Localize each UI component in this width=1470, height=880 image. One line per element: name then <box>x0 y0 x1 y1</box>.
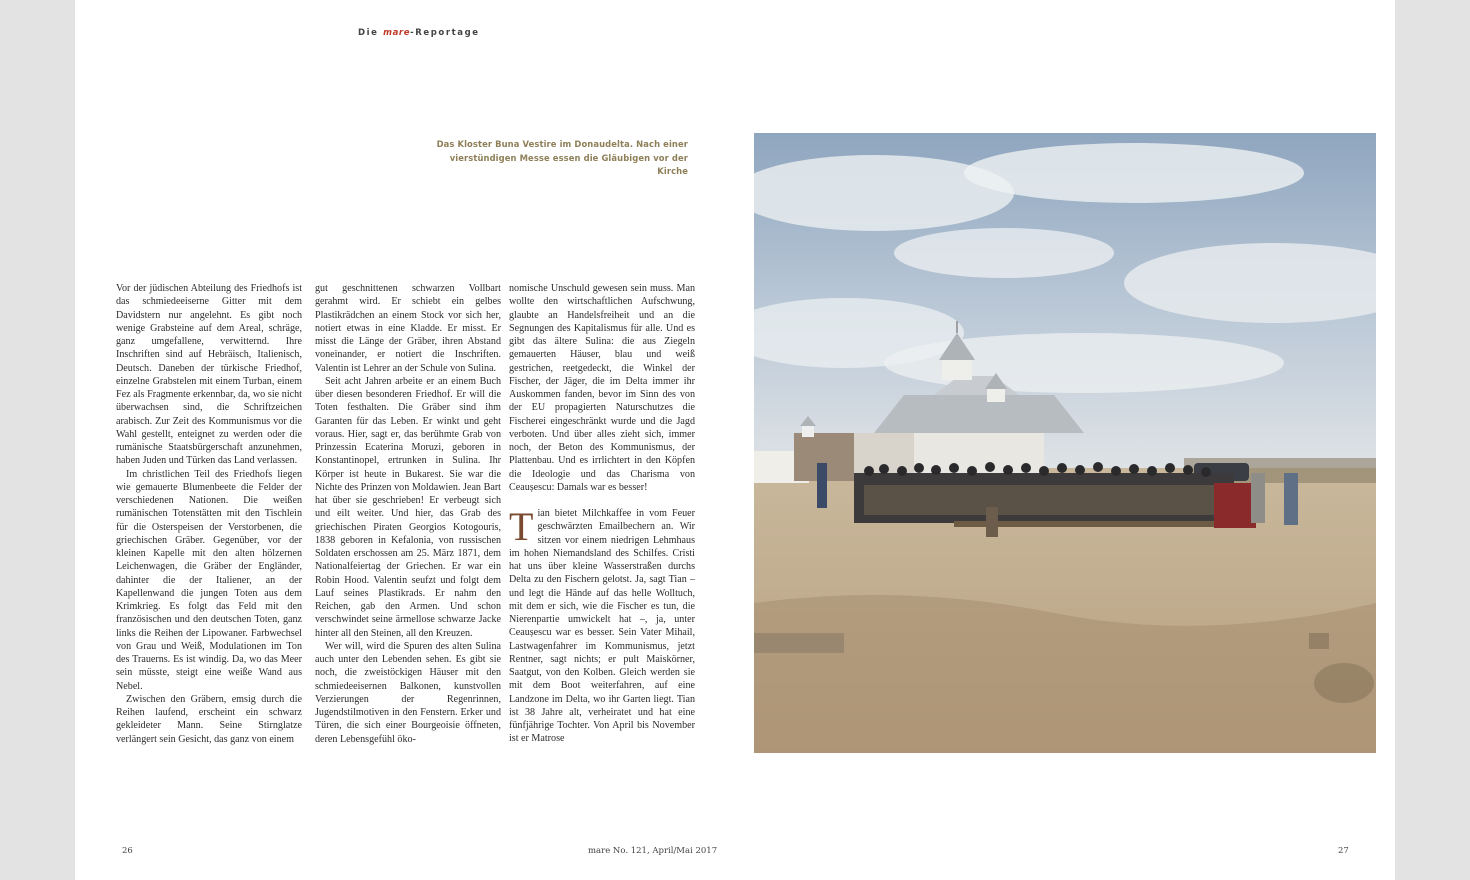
running-head-prefix: Die <box>358 28 379 38</box>
running-head-suffix: -Reportage <box>410 28 480 38</box>
page-number-right: 27 <box>1338 846 1349 856</box>
monastery-photo-illustration <box>754 133 1376 753</box>
running-head-brand: mare <box>383 28 411 38</box>
photo-caption: Das Kloster Buna Vestire im Donaudelta. Nach einer vierstündigen Messe essen die Gläubigen vor der Kirche <box>436 139 688 176</box>
dropcap-paragraph-text: ian bietet Milchkaffee in vom Feuer geschwärzten Emailbechern an. Wir sitzen vor einem niedrigen Lehmhaus im hohen Niemandsland des Schilfes. Cristi hat uns über kleine Wasserstraßen durchs Delta zu den Fischern gelotst. Ja, sagt Tian – und legt die Hände auf das helle Wolltuch, mit dem er sich, wie die Fischer es tun, die Nierenpartie umwickelt hat –, ja, unter Ceaușescu war es besser. Sein Vater Mihail, Lastwagenfahrer im Kommunismus, jetzt Rentner, sagt nichts; er pult Maiskörner, Saatgut, von den Kolben. Gleich werden sie mit dem Boot weiterfahren, auf eine Landzone im Delta, wo ihr Garten liegt. Tian ist 38 Jahre alt, verheiratet und hat eine fünfjährige Tochter. Von April bis November ist er Matrose <box>509 508 695 745</box>
drop-cap: T <box>509 504 534 549</box>
paragraph: gut geschnittenen schwarzen Vollbart gerahmt wird. Er schiebt ein gelbes Plastikrädchen an einem Stock vor sich her, notiert etwas in eine Kladde. Er misst. Er misst die Länge der Gräber, ihren Abstand voneinander, er notiert die Inschriften. Valentin ist Lehrer an der Schule von Sulina. <box>315 283 501 374</box>
paragraph: Wer will, wird die Spuren des alten Sulina auch unter den Lebenden sehen. Es gibt sie noch, die zweistöckigen Häuser mit den schmiedeeisernen Balkonen, kunstvollen Verzierungen der Regenrinnen, Jugendstilmotiven in den Fenstern. Erker und Türen, die sich einer Bourgeoisie öffneten, deren Lebensgefühl öko- <box>315 640 501 745</box>
text-column-3 <box>509 282 695 746</box>
paragraph: Seit acht Jahren arbeite er an einem Buch über diesen besonderen Friedhof. Er will die Toten festhalten. Die Gräber sind ihm Garanten für das Leben. Er winkt und geht voraus. Hier, sagt er, das berühmte Grab von Prinzessin Ecaterina Moruzi, geboren in Konstantinopel, ertrunken in Sulina. Ihr Körper ist heute in Bukarest. Sie war die Nichte des Prinzen von Moldawien. Jean Bart hat über sie geschrieben! Er verbeugt sich und eilt weiter. Und hier, das Grab des griechischen Piraten Georgios Kotogouris, 1838 geboren in Kefalonia, von russischen Soldaten erschossen am 25. März 1871, dem Nationalfeiertag der Griechen. Er war ein Robin Hood. Valentin seufzt und folgt dem Lauf seines Plastikrads. Er nahm den Reichen, gab den Armen. Und schon verschwindet seine ärmellose schwarze Jacke hinter all den Steinen, all den Kreuzen. <box>315 375 501 639</box>
publication-info: mare No. 121, April/Mai 2017 <box>588 846 718 856</box>
paragraph: Im christlichen Teil des Friedhofs liegen wie gemauerte Blumenbeete die Felder der verschiedenen Nationen. Die weißen rumänischen Totenstätten mit den Tischlein für die Osterspeisen der Verstorbenen, die griechischen Gräber. Gegenüber, vor der kleinen Kapelle mit den alten hölzernen Leichenwagen, die Gräber der Engländer, dahinter die der Italiener, an der Kapellenwand die jungen Toten aus dem Krimkrieg. Es folgt das Feld mit den französischen und den deutschen Toten, ganz links die Reihen der Lipowaner. Farbwechsel von Grau und Weiß, Modulationen im Ton des Trauerns. Es ist windig. Da, wo das Meer sein müsste, steigt eine weiße Wand aus Nebel. <box>116 468 302 692</box>
paragraph: nomische Unschuld gewesen sein muss. Man wollte den wirtschaftlichen Aufschwung, glaubte an Handelsfreiheit und an die Segnungen des Kapitalismus für alle. Und es gibt das ältere Sulina: die aus Ziegeln gemauerten Häuser, blau und weiß gestrichen, reetgedeckt, die Winkel der Fischer, der Jäger, die im Delta immer ihr Auskommen fanden, bevor im Sinn des von der EU propagierten Naturschutzes die Fischerei eingeschränkt wurde und die Jagd verboten. Und über alles zieht sich, immer noch, der Beton des Kommunismus, der Plattenbau. Und es irrlichtert in den Köpfen die Ideologie und das Charisma von Ceaușescu: Damals war es besser! <box>509 283 695 493</box>
paragraph: Vor der jüdischen Abteilung des Friedhofs ist das schmiedeeiserne Gitter mit dem Davidstern nur angelehnt. Es gibt noch wenige Grabsteine auf dem Areal, schräge, ganz umgefallene, verwitternd. Ihre Inschriften sind auf Hebräisch, Italienisch, Deutsch. Daneben der türkische Friedhof, einzelne Grabstelen mit einem Turban, einem Fez als Fragmente erkennbar, da, wo sie nicht überwachsen sind, die Schriftzeichen arabisch. Zur Zeit des Kommunismus vor die Wahl gestellt, enteignet zu werden oder die rumänische Staatsbürgerschaft anzunehmen, haben Juden und Türken das Land verlassen. <box>116 283 302 467</box>
text-column-2 <box>315 282 501 746</box>
running-head <box>358 28 480 38</box>
paragraph-with-dropcap <box>509 504 695 746</box>
page-number-left: 26 <box>122 846 133 856</box>
text-column-1 <box>116 282 302 746</box>
monastery-photo <box>754 133 1376 753</box>
paragraph: Zwischen den Gräbern, emsig durch die Reihen laufend, erscheint ein schwarz gekleideter Mann. Seine Stirnglatze verlängert sein Gesicht, das ganz von einem <box>116 693 302 745</box>
